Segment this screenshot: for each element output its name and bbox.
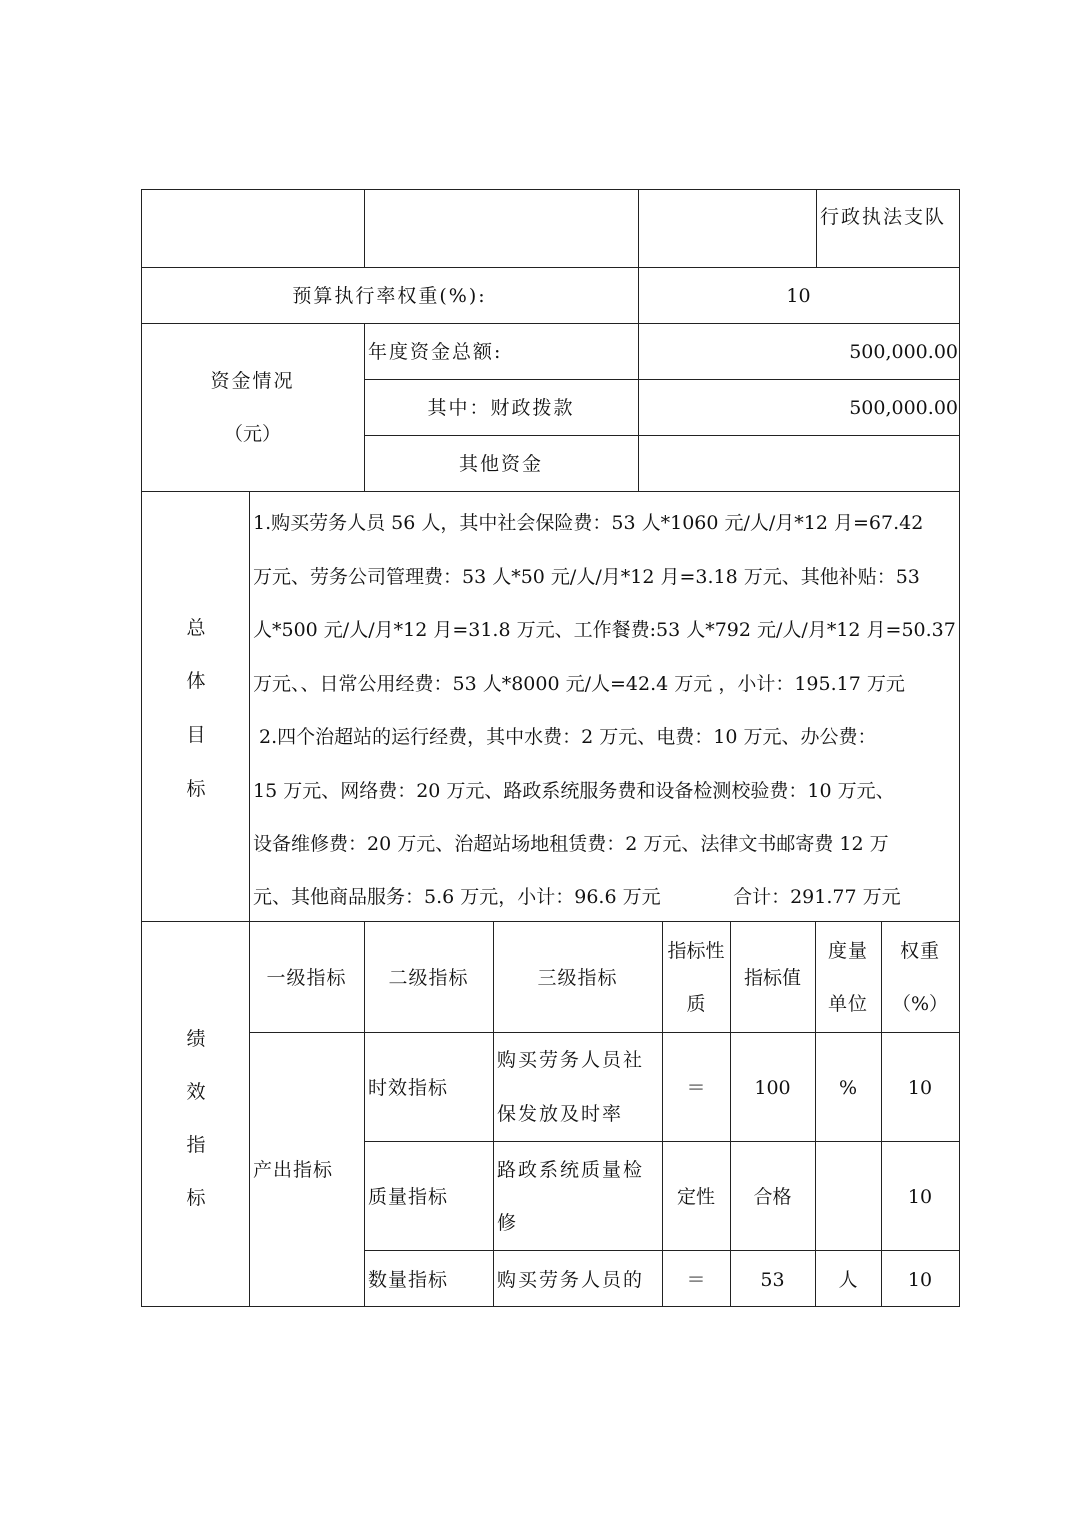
header-unit: 度量 (827, 940, 868, 962)
fiscal-label: 其中：财政拨款 (427, 397, 575, 419)
goal-line: 元、其他商品服务：5.6 万元，小计：96.6 万元 合计：291.77 万元 (253, 886, 901, 908)
budget-rate-value: 10 (786, 285, 811, 307)
header-level2: 二级指标 (388, 967, 469, 989)
funds-section-unit: （元） (223, 423, 281, 445)
row-level2: 数量指标 (368, 1269, 449, 1291)
row-nature: ＝ (686, 1077, 706, 1099)
annual-total-label: 年度资金总额: (368, 341, 503, 363)
goal-line: 万元、、日常公用经费：53 人*8000 元/人=42.4 万元 ，小计：195.17 万元 (253, 673, 905, 695)
row-level3-cont: 保发放及时率 (497, 1103, 624, 1125)
goal-line: 15 万元、网络费：20 万元、路政系统服务费和设备检测校验费：10 万元、 (253, 780, 895, 802)
row-level3: 路政系统质量检 (497, 1159, 645, 1181)
row-level2: 质量指标 (368, 1186, 449, 1208)
header-level1: 一级指标 (266, 967, 347, 989)
row-level3-cont: 修 (497, 1212, 519, 1234)
header-target-value: 指标值 (743, 967, 801, 989)
header-level3: 三级指标 (537, 967, 618, 989)
header-weight-cont: （%） (891, 993, 949, 1015)
funds-section-label: 资金情况 (210, 370, 295, 392)
goal-line: 万元、劳务公司管理费：53 人*50 元/人/月*12 月=3.18 万元、其他补贴：53 (253, 566, 920, 588)
row-unit: 人 (838, 1269, 858, 1291)
goal-label-char: 目 (186, 724, 206, 746)
row-nature: ＝ (686, 1269, 706, 1291)
header-unit-cont: 单位 (827, 993, 868, 1015)
other-funds-label: 其他资金 (458, 453, 543, 475)
fiscal-value: 500,000.00 (849, 397, 958, 419)
goal-line: 1.购买劳务人员 56 人，其中社会保险费：53 人*1060 元/人/月*12 月=67.42 (253, 512, 924, 534)
row-level2: 时效指标 (368, 1077, 449, 1099)
performance-label-char: 效 (186, 1081, 206, 1103)
goal-line: 2.四个治超站的运行经费，其中水费：2 万元、电费：10 万元、办公费： (253, 726, 877, 748)
goal-label-char: 体 (186, 670, 206, 692)
row-weight: 10 (907, 1186, 933, 1208)
goal-label-char: 标 (186, 778, 206, 800)
performance-label-char: 标 (186, 1187, 206, 1209)
row-level3: 购买劳务人员社 (497, 1049, 645, 1071)
row-weight: 10 (907, 1269, 933, 1291)
performance-label-char: 绩 (186, 1028, 206, 1050)
row-level3: 购买劳务人员的 (497, 1269, 645, 1291)
annual-total-value: 500,000.00 (849, 341, 958, 363)
goal-label-char: 总 (186, 617, 206, 639)
row-nature: 定性 (676, 1186, 715, 1208)
level1-output: 产出指标 (253, 1159, 334, 1181)
row-value: 53 (760, 1269, 785, 1291)
row-unit: % (838, 1077, 858, 1099)
goal-line: 人*500 元/人/月*12 月=31.8 万元、工作餐费:53 人*792 元/人/月*12 月=50.37 (253, 619, 956, 641)
row-weight: 10 (907, 1077, 933, 1099)
performance-label-char: 指 (186, 1134, 206, 1156)
goal-line: 设备维修费：20 万元、治超站场地租赁费：2 万元、法律文书邮寄费 12 万 (253, 833, 889, 855)
header-nature-cont: 质 (686, 993, 706, 1015)
row-value: 100 (754, 1077, 791, 1099)
budget-rate-label: 预算执行率权重(%): (292, 285, 487, 307)
header-nature: 指标性 (667, 940, 725, 962)
row-value: 合格 (753, 1186, 792, 1208)
unit-name-fragment: 行政执法支队 (820, 206, 947, 228)
header-weight: 权重 (899, 940, 940, 962)
